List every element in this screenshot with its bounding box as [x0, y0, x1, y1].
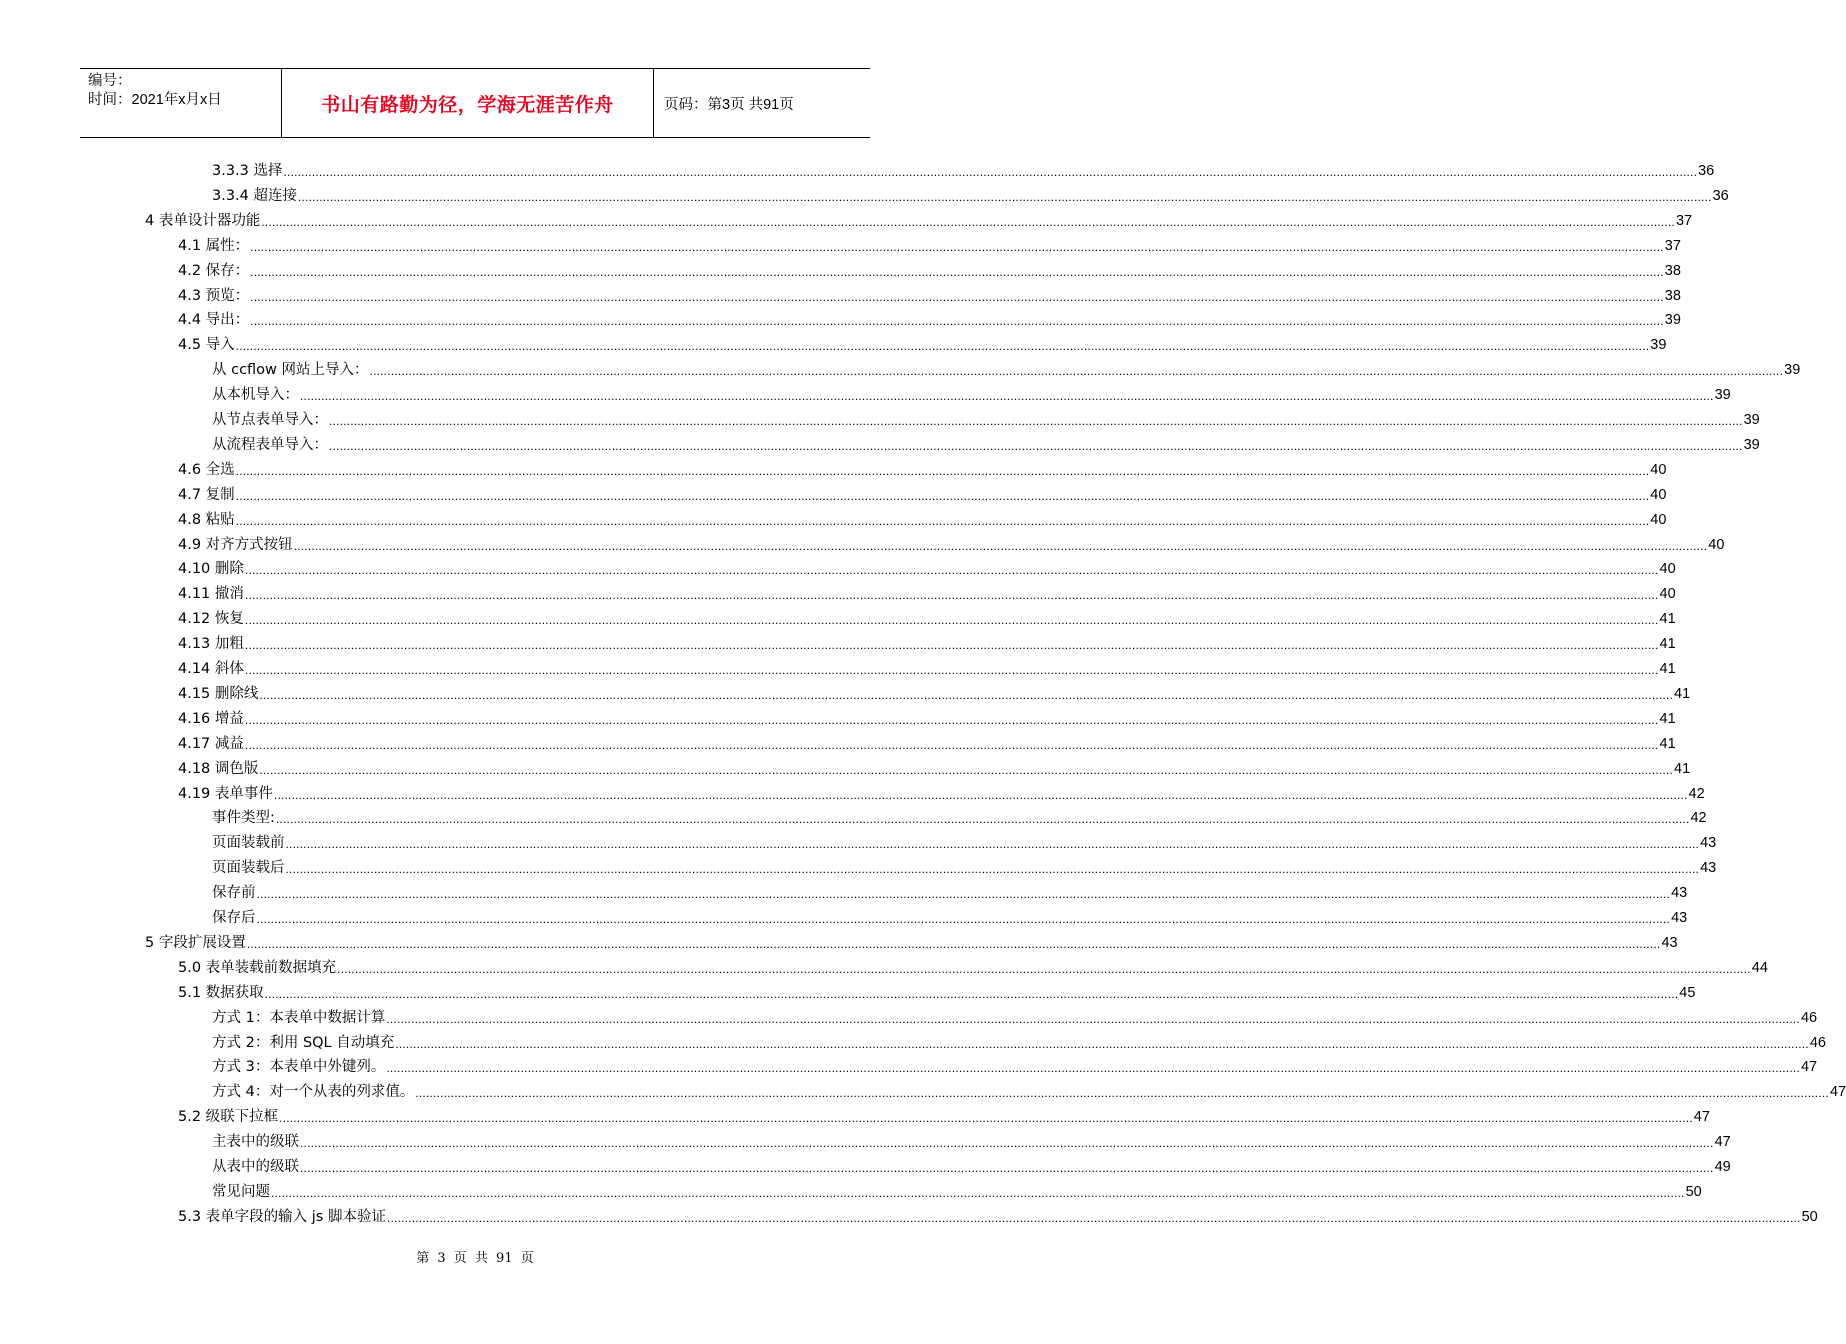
toc-entry-title: 4.12 恢复 [178, 611, 244, 628]
toc-leader-dots: ................................................................................................................................................................................................................................................................................................................................................................................................................ [256, 912, 1671, 926]
toc-entry-page: 43 [1671, 910, 1688, 926]
toc-entry-page: 45 [1679, 984, 1696, 1001]
toc-entry-page: 41 [1659, 611, 1676, 628]
toc-entry-page: 40 [1650, 511, 1667, 528]
toc-entry-title: 4.17 减益 [178, 735, 244, 752]
toc-entry[interactable] [212, 855, 1717, 877]
toc-entry[interactable] [212, 1129, 1731, 1151]
toc-entry[interactable] [212, 1154, 1731, 1176]
toc-entry[interactable] [178, 631, 1676, 653]
toc-entry-title: 4.14 斜体 [178, 661, 244, 677]
toc-leader-dots: ................................................................................................................................................................................................................................................................................................................................................................................................................ [261, 214, 1675, 229]
toc-entry[interactable] [212, 1054, 1818, 1076]
toc-entry[interactable] [178, 1104, 1710, 1126]
toc-leader-dots: ................................................................................................................................................................................................................................................................................................................................................................................................................ [244, 712, 1659, 727]
toc-leader-dots: ................................................................................................................................................................................................................................................................................................................................................................................................................ [244, 613, 1659, 628]
toc-entry[interactable] [212, 183, 1729, 205]
toc-entry-title: 4.4 导出： [178, 312, 250, 329]
toc-entry-title: 4.9 对齐方式按钮 [178, 536, 293, 553]
toc-entry[interactable] [178, 307, 1681, 329]
toc-entry[interactable] [212, 905, 1688, 927]
toc-entry-page: 42 [1690, 810, 1707, 827]
toc-leader-dots: ................................................................................................................................................................................................................................................................................................................................................................................................................ [300, 389, 1714, 404]
toc-leader-dots: ................................................................................................................................................................................................................................................................................................................................................................................................................ [298, 189, 1712, 204]
toc-entry[interactable] [178, 781, 1705, 803]
toc-entry-page: 38 [1664, 287, 1681, 304]
toc-leader-dots: ................................................................................................................................................................................................................................................................................................................................................................................................................ [279, 1111, 1693, 1126]
toc-entry-page: 39 [1714, 387, 1731, 404]
toc-leader-dots: ................................................................................................................................................................................................................................................................................................................................................................................................................ [235, 463, 1650, 478]
toc-entry-page: 43 [1661, 934, 1678, 951]
toc-leader-dots: ................................................................................................................................................................................................................................................................................................................................................................................................................ [256, 887, 1671, 902]
toc-entry-title: 4 表单设计器功能 [145, 212, 261, 229]
toc-entry[interactable] [178, 556, 1676, 578]
toc-entry-page: 37 [1675, 212, 1693, 229]
toc-entry-title: 方式 2：利用 SQL 自动填充 [212, 1034, 395, 1051]
toc-entry[interactable] [178, 606, 1676, 628]
toc-leader-dots: ................................................................................................................................................................................................................................................................................................................................................................................................................ [369, 364, 1784, 379]
toc-leader-dots: ................................................................................................................................................................................................................................................................................................................................................................................................................ [283, 165, 1698, 179]
toc-entry-title: 4.7 复制 [178, 486, 235, 503]
toc-entry[interactable] [178, 706, 1676, 728]
toc-entry-title: 4.8 粘贴 [178, 511, 235, 528]
toc-entry-page: 39 [1743, 436, 1760, 453]
toc-leader-dots: ................................................................................................................................................................................................................................................................................................................................................................................................................ [235, 513, 1650, 528]
toc-entry-title: 4.6 全选 [178, 461, 235, 478]
toc-leader-dots: ................................................................................................................................................................................................................................................................................................................................................................................................................ [386, 1011, 1800, 1026]
toc-leader-dots: ................................................................................................................................................................................................................................................................................................................................................................................................................ [329, 414, 1743, 428]
toc-entry[interactable] [178, 482, 1667, 504]
toc-entry[interactable] [212, 805, 1707, 827]
toc-leader-dots: ................................................................................................................................................................................................................................................................................................................................................................................................................ [244, 737, 1659, 752]
toc-entry-title: 方式 3：本表单中外键列。 [212, 1059, 386, 1076]
toc-entry[interactable] [178, 756, 1691, 778]
toc-leader-dots: ................................................................................................................................................................................................................................................................................................................................................................................................................ [244, 588, 1659, 603]
toc-leader-dots: ................................................................................................................................................................................................................................................................................................................................................................................................................ [275, 812, 1690, 827]
toc-leader-dots: ................................................................................................................................................................................................................................................................................................................................................................................................................ [235, 339, 1650, 354]
toc-entry-title: 从流程表单导入： [212, 436, 328, 453]
toc-entry-page: 43 [1700, 860, 1717, 877]
toc-leader-dots: ................................................................................................................................................................................................................................................................................................................................................................................................................ [250, 239, 1664, 254]
toc-entry[interactable] [212, 158, 1715, 180]
toc-entry-page: 50 [1685, 1183, 1702, 1200]
toc-entry-page: 47 [1800, 1059, 1818, 1076]
toc-entry-title: 4.10 删除 [178, 561, 244, 578]
header-page-info: 页码：第3页 共91页 [664, 96, 794, 113]
toc-entry[interactable] [178, 656, 1676, 678]
document-time: 时间：2021年x月x日 [88, 92, 222, 108]
toc-entry[interactable] [212, 357, 1801, 379]
toc-entry[interactable] [212, 407, 1760, 429]
toc-entry-title: 页面装载后 [212, 860, 285, 877]
toc-entry-page: 41 [1674, 685, 1691, 702]
toc-leader-dots: ................................................................................................................................................................................................................................................................................................................................................................................................................ [386, 1061, 1800, 1076]
toc-entry-page: 41 [1659, 661, 1676, 677]
toc-entry-title: 3.3.3 选择 [212, 163, 283, 179]
toc-entry[interactable] [212, 432, 1760, 454]
toc-entry-title: 保存后 [212, 910, 256, 926]
toc-entry-title: 4.15 删除线 [178, 685, 259, 702]
toc-leader-dots: ................................................................................................................................................................................................................................................................................................................................................................................................................ [273, 787, 1688, 802]
toc-entry-page: 36 [1712, 187, 1729, 204]
toc-entry[interactable] [145, 208, 1693, 230]
toc-entry-page: 41 [1659, 710, 1676, 727]
document-number-label: 编号： [88, 73, 132, 89]
toc-entry[interactable] [178, 457, 1667, 479]
toc-leader-dots: ................................................................................................................................................................................................................................................................................................................................................................................................................ [386, 1210, 1801, 1225]
toc-entry[interactable] [178, 507, 1667, 529]
toc-entry-title: 从本机导入： [212, 387, 299, 404]
toc-leader-dots: ................................................................................................................................................................................................................................................................................................................................................................................................................ [250, 289, 1664, 304]
toc-entry[interactable] [212, 1079, 1846, 1101]
toc-entry[interactable] [212, 1005, 1818, 1027]
toc-entry-page: 40 [1659, 586, 1676, 603]
toc-leader-dots: ................................................................................................................................................................................................................................................................................................................................................................................................................ [293, 538, 1708, 553]
toc-leader-dots: ................................................................................................................................................................................................................................................................................................................................................................................................................ [244, 563, 1659, 578]
toc-entry-page: 44 [1751, 959, 1768, 976]
toc-entry-page: 39 [1784, 362, 1801, 379]
toc-entry-title: 方式 4：对一个从表的列求值。 [212, 1084, 415, 1101]
toc-entry-page: 39 [1743, 412, 1760, 428]
toc-entry-title: 事件类型: [212, 810, 275, 827]
toc-leader-dots: ................................................................................................................................................................................................................................................................................................................................................................................................................ [246, 936, 1661, 951]
toc-entry-title: 4.3 预览： [178, 287, 250, 304]
toc-entry[interactable] [212, 880, 1688, 902]
toc-entry[interactable] [178, 980, 1696, 1002]
toc-entry[interactable] [212, 1030, 1826, 1052]
toc-entry-title: 方式 1：本表单中数据计算 [212, 1009, 386, 1026]
page-header [80, 68, 870, 138]
toc-entry[interactable] [212, 1179, 1702, 1201]
toc-entry-page: 50 [1801, 1208, 1818, 1225]
toc-entry-title: 5 字段扩展设置 [145, 934, 246, 951]
toc-entry-page: 47 [1693, 1109, 1710, 1126]
toc-leader-dots: ................................................................................................................................................................................................................................................................................................................................................................................................................ [415, 1086, 1829, 1101]
toc-leader-dots: ................................................................................................................................................................................................................................................................................................................................................................................................................ [300, 1161, 1714, 1175]
toc-leader-dots: ................................................................................................................................................................................................................................................................................................................................................................................................................ [244, 663, 1659, 677]
toc-entry-page: 40 [1650, 461, 1667, 478]
header-motto: 书山有路勤为径，学海无涯苦作舟 [282, 69, 654, 137]
toc-entry-title: 5.0 表单装载前数据填充 [178, 959, 337, 976]
toc-entry[interactable] [212, 382, 1731, 404]
toc-entry[interactable] [178, 283, 1681, 305]
toc-leader-dots: ................................................................................................................................................................................................................................................................................................................................................................................................................ [395, 1036, 1809, 1051]
toc-leader-dots: ................................................................................................................................................................................................................................................................................................................................................................................................................ [244, 638, 1659, 653]
toc-entry-page: 46 [1809, 1034, 1826, 1051]
toc-leader-dots: ................................................................................................................................................................................................................................................................................................................................................................................................................ [259, 762, 1673, 777]
toc-entry[interactable] [178, 581, 1676, 603]
toc-entry-page: 40 [1659, 561, 1676, 578]
toc-entry-page: 36 [1698, 163, 1715, 179]
toc-entry-page: 47 [1714, 1134, 1731, 1151]
toc-entry-title: 从节点表单导入： [212, 412, 328, 428]
toc-entry-page: 37 [1664, 237, 1681, 254]
header-meta [80, 69, 282, 137]
toc-entry-title: 4.1 属性： [178, 237, 250, 254]
toc-entry[interactable] [178, 233, 1681, 255]
toc-entry-page: 39 [1650, 337, 1667, 354]
toc-entry[interactable] [178, 332, 1667, 354]
toc-entry-page: 40 [1708, 536, 1725, 553]
toc-entry[interactable] [178, 532, 1725, 554]
toc-entry-title: 保存前 [212, 885, 256, 902]
toc-leader-dots: ................................................................................................................................................................................................................................................................................................................................................................................................................ [264, 986, 1679, 1001]
toc-entry-page: 47 [1829, 1084, 1846, 1101]
toc-entry-page: 43 [1700, 835, 1717, 852]
toc-leader-dots: ................................................................................................................................................................................................................................................................................................................................................................................................................ [300, 1136, 1714, 1151]
toc-entry-title: 4.18 调色版 [178, 760, 259, 777]
toc-entry-page: 38 [1664, 262, 1681, 279]
toc-leader-dots: ................................................................................................................................................................................................................................................................................................................................................................................................................ [285, 862, 1700, 877]
toc-leader-dots: ................................................................................................................................................................................................................................................................................................................................................................................................................ [337, 961, 1751, 976]
toc-entry-title: 从 ccflow 网站上导入： [212, 362, 369, 379]
toc-entry-page: 41 [1674, 760, 1691, 777]
toc-entry[interactable] [178, 258, 1681, 280]
toc-leader-dots: ................................................................................................................................................................................................................................................................................................................................................................................................................ [329, 438, 1743, 453]
toc-entry[interactable] [212, 830, 1717, 852]
toc-entry-title: 从表中的级联 [212, 1159, 299, 1175]
toc-leader-dots: ................................................................................................................................................................................................................................................................................................................................................................................................................ [285, 837, 1700, 852]
toc-leader-dots: ................................................................................................................................................................................................................................................................................................................................................................................................................ [250, 264, 1664, 279]
toc-entry-title: 4.19 表单事件 [178, 785, 273, 802]
toc-entry[interactable] [178, 1204, 1818, 1226]
toc-entry[interactable] [178, 681, 1691, 703]
toc-entry-page: 42 [1688, 785, 1705, 802]
toc-entry-page: 39 [1664, 312, 1681, 329]
toc-leader-dots: ................................................................................................................................................................................................................................................................................................................................................................................................................ [235, 488, 1650, 503]
toc-entry-title: 5.2 级联下拉框 [178, 1109, 279, 1126]
toc-entry-title: 5.3 表单字段的输入 js 脚本验证 [178, 1208, 386, 1225]
toc-entry-title: 5.1 数据获取 [178, 984, 264, 1001]
toc-entry-title: 常见问题 [212, 1183, 270, 1200]
toc-entry-page: 43 [1671, 885, 1688, 902]
toc-entry-title: 4.13 加粗 [178, 636, 244, 653]
toc-entry-page: 49 [1714, 1159, 1731, 1175]
toc-entry-title: 页面装载前 [212, 835, 285, 852]
toc-entry-page: 46 [1800, 1009, 1818, 1026]
toc-entry-title: 3.3.4 超连接 [212, 187, 298, 204]
toc-entry-page: 40 [1650, 486, 1667, 503]
toc-entry-title: 4.5 导入 [178, 337, 235, 354]
toc-entry-title: 4.16 增益 [178, 710, 244, 727]
toc-leader-dots: ................................................................................................................................................................................................................................................................................................................................................................................................................ [250, 314, 1664, 329]
toc-leader-dots: ................................................................................................................................................................................................................................................................................................................................................................................................................ [271, 1185, 1685, 1200]
toc-entry[interactable] [145, 930, 1678, 952]
toc-entry-page: 41 [1659, 636, 1676, 653]
toc-entry-title: 主表中的级联 [212, 1134, 299, 1151]
toc-entry[interactable] [178, 955, 1768, 977]
toc-entry[interactable] [178, 731, 1676, 753]
page-footer: 第 3 页 共 91 页 [416, 1251, 534, 1266]
toc-entry-title: 4.11 撤消 [178, 586, 244, 603]
toc-entry-title: 4.2 保存： [178, 262, 250, 279]
toc-leader-dots: ................................................................................................................................................................................................................................................................................................................................................................................................................ [259, 687, 1673, 702]
toc-entry-page: 41 [1659, 735, 1676, 752]
